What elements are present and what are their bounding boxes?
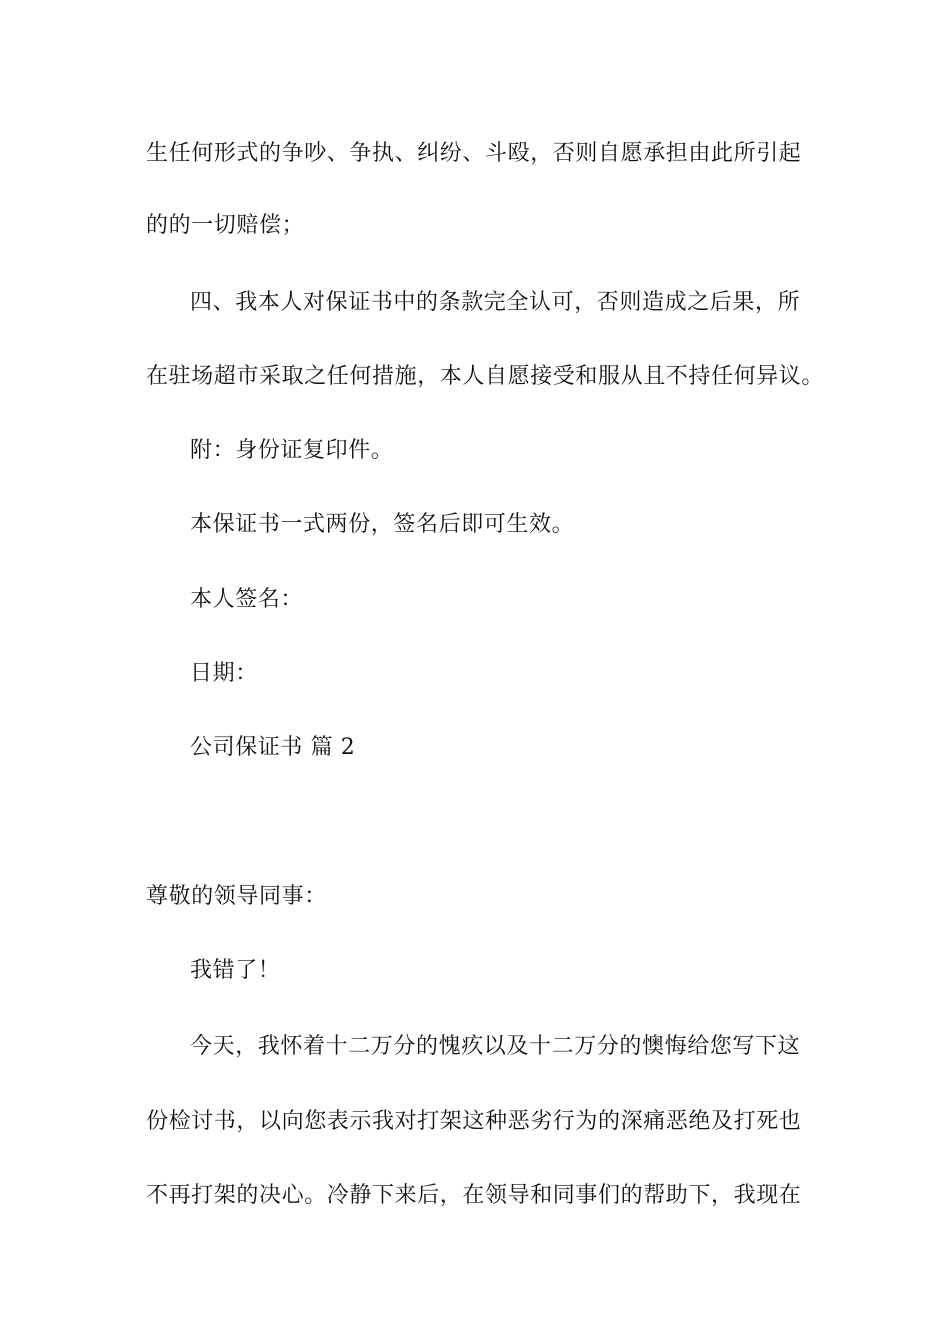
body-line: 份检讨书，以向您表示我对打架这种恶劣行为的深痛恶绝及打死也 (146, 1109, 802, 1134)
section-heading: 公司保证书 篇 2 (190, 735, 356, 760)
salutation: 尊敬的领导同事： (146, 884, 327, 909)
paragraph-line: 的的一切赔偿； (146, 213, 305, 238)
date-label: 日期： (190, 661, 258, 686)
validity-note: 本保证书一式两份，签名后即可生效。 (190, 512, 575, 537)
paragraph-line: 生任何形式的争吵、争执、纠纷、斗殴，否则自愿承担由此所引起 (146, 141, 802, 166)
signature-label: 本人签名： (190, 587, 304, 612)
attachment-note: 附：身份证复印件。 (190, 438, 394, 463)
body-line: 不再打架的决心。冷静下来后，在领导和同事们的帮助下，我现在 (146, 1183, 802, 1208)
clause-four-line: 四、我本人对保证书中的条款完全认可，否则造成之后果，所 (190, 290, 801, 315)
paragraph-line: 在驻场超市采取之任何措施，本人自愿接受和服从且不持任何异议。 (146, 364, 825, 389)
body-line: 今天，我怀着十二万分的愧疚以及十二万分的懊悔给您写下这 (190, 1034, 801, 1059)
opening-line: 我错了！ (190, 958, 281, 983)
